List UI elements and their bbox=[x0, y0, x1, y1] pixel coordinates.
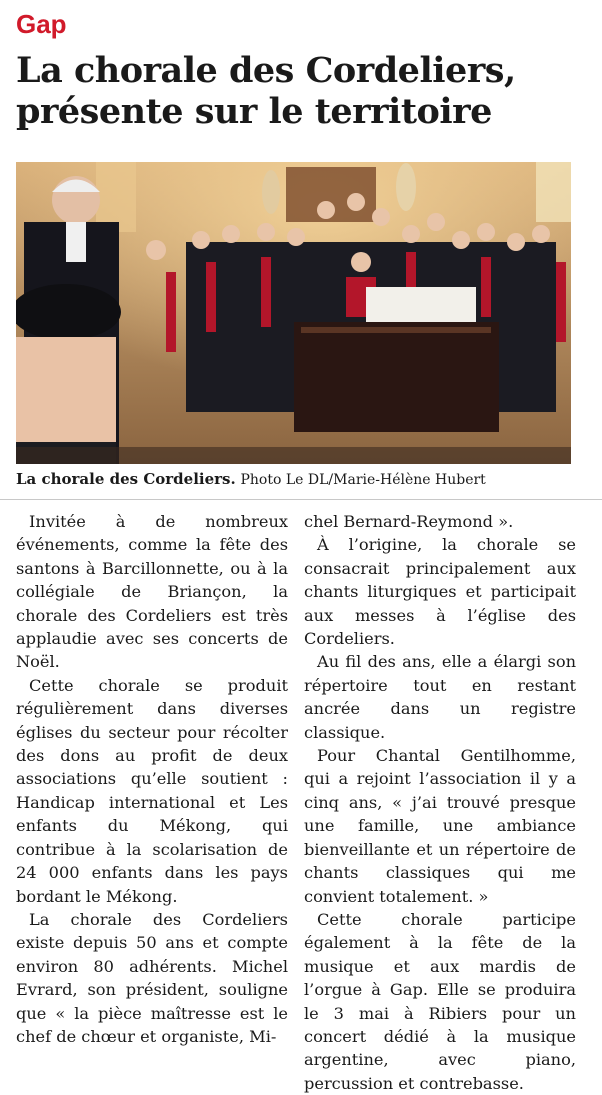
article-column-right bbox=[304, 510, 576, 1095]
photo-credit: Photo Le DL/Marie-Hélène Hubert bbox=[240, 472, 486, 488]
caption-title: La chorale des Cordeliers. bbox=[16, 470, 236, 488]
article-column-left bbox=[16, 510, 288, 1048]
paragraph: Au fil des ans, elle a élargi son répertoire tout en restant ancrée dans un registre classique. bbox=[304, 652, 576, 742]
paragraph-continuation: chel Bernard-Reymond ». bbox=[304, 512, 514, 531]
article-headline: La chorale des Cordeliers, présente sur le territoire bbox=[16, 50, 516, 132]
choir-photo bbox=[16, 162, 571, 464]
paragraph: Pour Chantal Gentilhomme, qui a rejoint l’association il y a cinq ans, « j’ai trouvé presque une famille, une ambiance bienveillante et un répertoire de chants classiques qui me convient totalement. » bbox=[304, 746, 576, 906]
photo-caption bbox=[16, 468, 586, 491]
paragraph: Invitée à de nombreux événements, comme la fête des santons à Barcillonnette, ou à la collégiale de Briançon, la chorale des Cordeliers est très applaudie avec ses concerts de Noël. bbox=[16, 512, 288, 672]
paragraph: Cette chorale se produit régulièrement dans diverses églises du secteur pour récolter des dons au profit de deux associations qu’elle soutient : Handicap international et Les enfants du Mékong, qui contribue à la scolarisation de 24 000 enfants dans les pays bordant le Mékong. bbox=[16, 675, 288, 906]
section-rubric: Gap bbox=[16, 9, 67, 39]
paragraph: La chorale des Cordeliers existe depuis 50 ans et compte environ 80 adhérents. Michel Evrard, son président, souligne que « la pièce maîtresse est le chef de chœur et organiste, Mi- bbox=[16, 909, 288, 1046]
caption-divider bbox=[0, 499, 602, 500]
paragraph: Cette chorale participe également à la fête de la musique et aux mardis de l’orgue à Gap. Elle se produira le 3 mai à Ribiers pour un concert dédié à la musique argentine, avec piano, percussion et contrebasse. bbox=[304, 909, 576, 1093]
paragraph: À l’origine, la chorale se consacrait principalement aux chants liturgiques et participait aux messes à l’église des Cordeliers. bbox=[304, 535, 576, 649]
